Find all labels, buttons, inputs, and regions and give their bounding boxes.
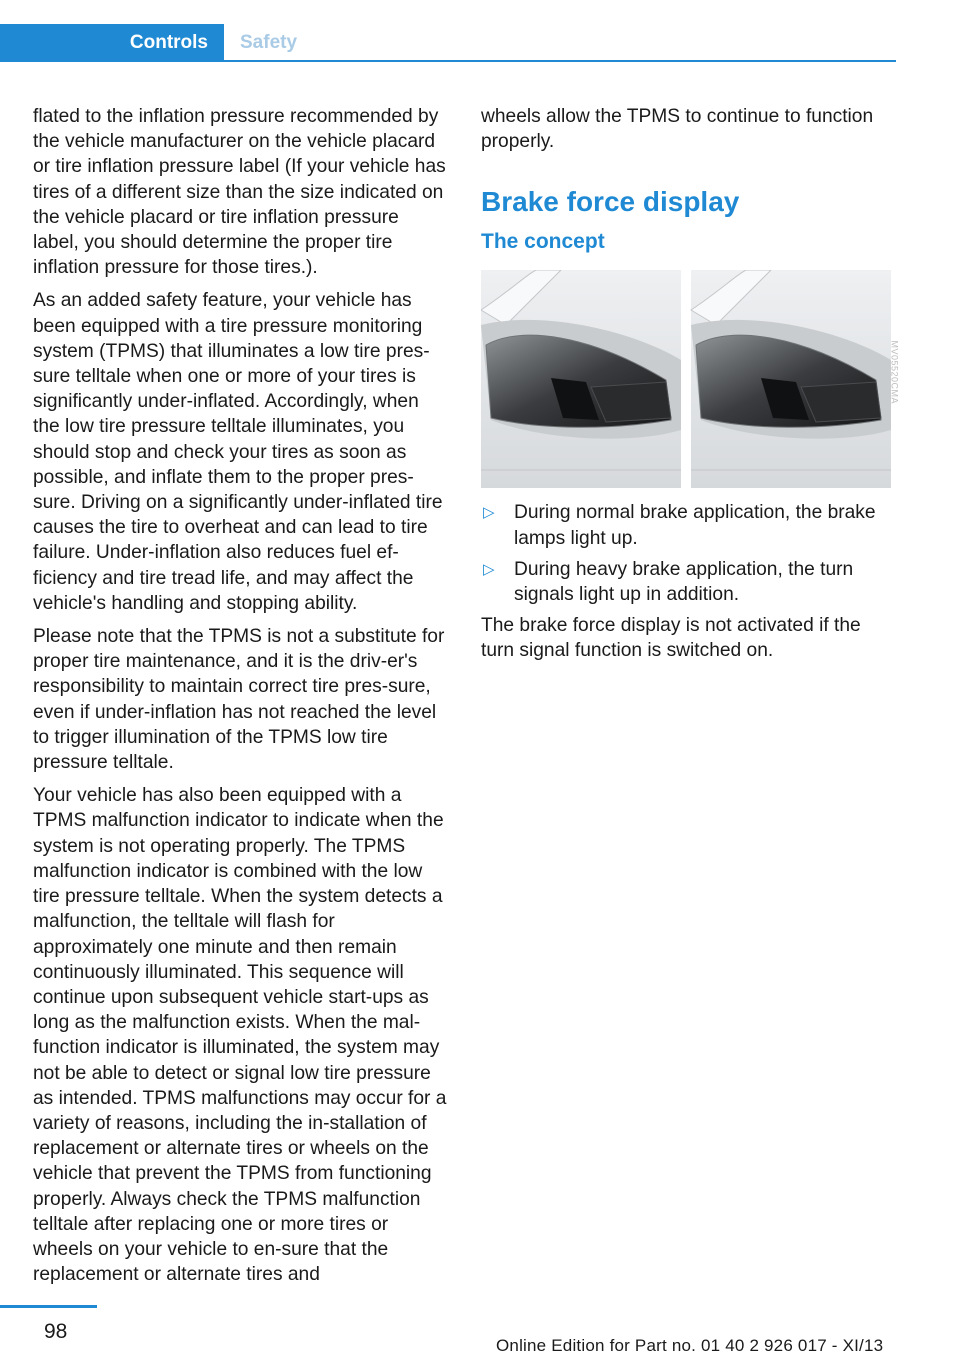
body-paragraph: flated to the inflation pressure recommended by the vehicle manufacturer on the vehicle placard or tire inflation pressure label (If your vehicle has tires of a different size than the size indicated on the vehicle placard or tire inflation pressure label, you should determine the proper tire inflation pressure for those tires.). (33, 106, 446, 279)
body-paragraph: The brake force display is not activated if the turn signal function is switched on. (481, 615, 861, 662)
list-item-text: During heavy brake application, the turn signals light up in addition. (514, 558, 854, 606)
list-item (481, 500, 897, 550)
left-column (33, 104, 449, 1295)
figure-code: MV05520CMA (890, 340, 900, 405)
brake-lamp-illustration (481, 270, 891, 488)
tab-safety[interactable]: Safety (240, 32, 298, 53)
body-paragraph: wheels allow the TPMS to continue to function properly. (481, 106, 874, 153)
section-title: Brake force display (481, 186, 740, 218)
subsection-title: The concept (481, 230, 605, 254)
footer-rule (0, 1305, 97, 1308)
header-tabs (0, 24, 896, 62)
normal-braking-panel (481, 270, 681, 488)
body-paragraph: Please note that the TPMS is not a substitute for proper tire maintenance, and it is the driv‐er's responsibility to maintain correct tire pres‐sure, even if under-inflation has not reached the level to trigger illumination of the TPMS low tire pressure telltale. (33, 626, 445, 774)
triangle-bullet-icon: ▷ (483, 560, 495, 578)
list-item (481, 557, 897, 607)
triangle-bullet-icon: ▷ (483, 504, 495, 522)
heavy-braking-panel (691, 270, 891, 488)
right-column (481, 104, 900, 672)
page-number: 98 (44, 1320, 68, 1343)
body-paragraph: As an added safety feature, your vehicle has been equipped with a tire pressure monitoring system (TPMS) that illuminates a low tire pres‐sure telltale when one or more of your tires is significantly under-inflated. Accordingly, when the low tire pressure telltale illuminates, you should stop and check your tires as soon as possible, and inflate them to the proper pres‐sure. Driving on a significantly under-inflated tire causes the tire to overheat and can lead to tire failure. Under-inflation also reduces fuel ef‐ficiency and tire tread life, and may affect the vehicle's handling and stopping ability. (33, 290, 443, 614)
brake-lamp-figure (481, 270, 900, 488)
list-item-text: During normal brake application, the brake lamps light up. (514, 502, 876, 549)
tab-controls[interactable]: Controls (0, 24, 224, 62)
body-paragraph: Your vehicle has also been equipped with a TPMS malfunction indicator to indicate when the system is not operating properly. The TPMS malfunction indicator is combined with the low tire pressure telltale. When the system detects a malfunction, the telltale will flash for approximately one minute and then remain continuously illuminated. This sequence will continue upon subsequent vehicle start-ups as long as the malfunction exists. When the mal‐function indicator is illuminated, the system may not be able to detect or signal low tire pressure as intended. TPMS malfunctions may occur for a variety of reasons, including the in‐stallation of replacement or alternate tires or wheels on the vehicle that prevent the TPMS from functioning properly. Always check the TPMS malfunction telltale after replacing one or more tires or wheels on your vehicle to en‐sure that the replacement or alternate tires and (33, 785, 447, 1286)
edition-note: Online Edition for Part no. 01 40 2 926 017 - XI/13 (496, 1336, 884, 1355)
